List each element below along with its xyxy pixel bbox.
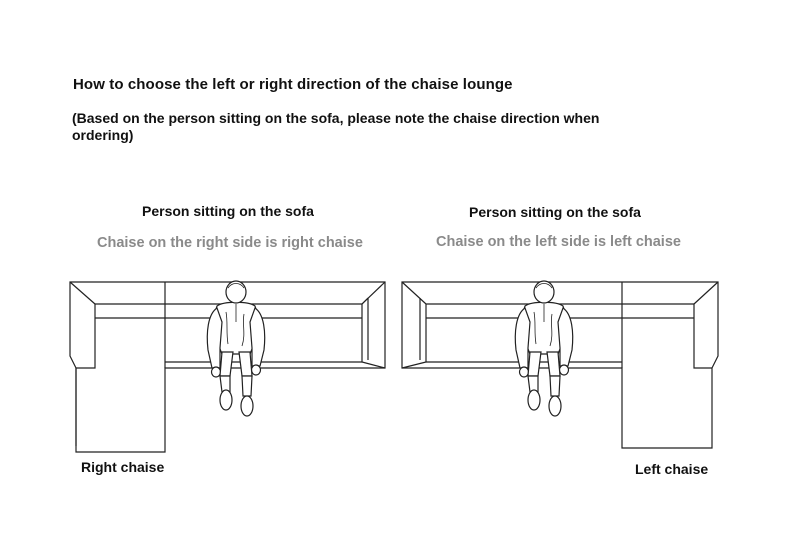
left-chaise-label: Left chaise [635, 461, 709, 477]
left-panel-caption: Person sitting on the sofa [469, 204, 641, 220]
page-title: How to choose the left or right direction of the chaise lounge [73, 76, 513, 93]
left-panel-description: Chaise on the left side is left chaise [436, 234, 681, 250]
person-icon [207, 281, 264, 416]
right-panel-description: Chaise on the right side is right chaise [97, 235, 363, 251]
right-panel-caption: Person sitting on the sofa [142, 203, 314, 219]
ordering-note: (Based on the person sitting on the sofa, please note the chaise direction when ordering) [72, 110, 600, 143]
right-chaise-label: Right chaise [81, 459, 165, 475]
person-icon [515, 281, 572, 416]
